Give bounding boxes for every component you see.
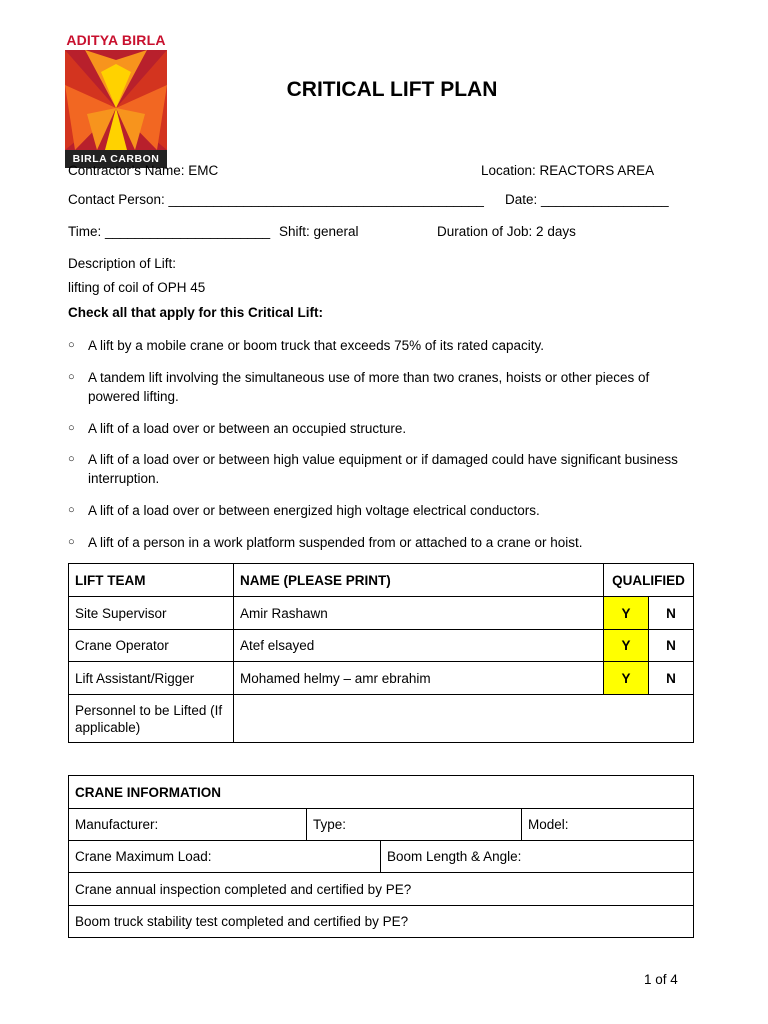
logo-sub-text: BIRLA CARBON (65, 150, 167, 168)
circle-bullet-icon: ○ (68, 371, 75, 383)
max-load-cell: Crane Maximum Load: (69, 841, 381, 873)
shift-field: Shift: general (279, 224, 359, 239)
table-header-row (69, 776, 694, 809)
contractor-name: Contractor’s Name: EMC (68, 163, 219, 178)
contact-person: Contact Person: __________________________________________ (68, 192, 484, 207)
role-cell: Lift Assistant/Rigger (69, 662, 234, 695)
table-row (69, 841, 694, 873)
table-row (69, 873, 694, 906)
table-row (69, 662, 694, 695)
manufacturer-cell: Manufacturer: (69, 809, 307, 841)
stability-cell: Boom truck stability test completed and certified by PE? (69, 906, 694, 938)
header-lift-team: LIFT TEAM (69, 564, 234, 597)
circle-bullet-icon: ○ (68, 504, 75, 516)
header-qualified: QUALIFIED (604, 564, 694, 597)
boom-cell: Boom Length & Angle: (381, 841, 694, 873)
name-cell: Atef elsayed (234, 630, 604, 662)
duration-field: Duration of Job: 2 days (437, 224, 576, 239)
name-cell: Mohamed helmy – amr ebrahim (234, 662, 604, 695)
qualified-yes: Y (604, 662, 649, 695)
table-row (69, 630, 694, 662)
personnel-cell: Personnel to be Lifted (If applicable) (69, 695, 234, 743)
qualified-yes: Y (604, 597, 649, 630)
table-row (69, 597, 694, 630)
qualified-no: N (649, 630, 694, 662)
logo-brand-text: ADITYA BIRLA (66, 32, 166, 48)
page-number: 1 of 4 (644, 972, 678, 987)
table-row (69, 906, 694, 938)
check-heading: Check all that apply for this Critical Lift: (68, 305, 324, 320)
circle-bullet-icon: ○ (68, 536, 75, 548)
location: Location: REACTORS AREA (481, 163, 655, 178)
table-header-row (69, 564, 694, 597)
lift-team-table (68, 563, 694, 743)
date-field: Date: _________________ (505, 192, 669, 207)
circle-bullet-icon: ○ (68, 422, 75, 434)
name-cell: Amir Rashawn (234, 597, 604, 630)
inspection-cell: Crane annual inspection completed and certified by PE? (69, 873, 694, 906)
qualified-no: N (649, 662, 694, 695)
description-value: lifting of coil of OPH 45 (68, 280, 206, 295)
personnel-value-cell (234, 695, 694, 743)
type-cell: Type: (307, 809, 522, 841)
role-cell: Crane Operator (69, 630, 234, 662)
model-cell: Model: (522, 809, 694, 841)
circle-bullet-icon: ○ (68, 453, 75, 465)
description-label: Description of Lift: (68, 256, 177, 271)
time-field: Time: ______________________ (68, 224, 271, 239)
role-cell: Site Supervisor (69, 597, 234, 630)
qualified-yes: Y (604, 630, 649, 662)
table-row (69, 695, 694, 743)
header-name: NAME (PLEASE PRINT) (234, 564, 604, 597)
crane-heading: CRANE INFORMATION (69, 776, 694, 809)
circle-bullet-icon: ○ (68, 339, 75, 351)
qualified-no: N (649, 597, 694, 630)
table-row (69, 809, 694, 841)
page-title: CRITICAL LIFT PLAN (286, 78, 498, 101)
crane-info-table (68, 775, 694, 938)
